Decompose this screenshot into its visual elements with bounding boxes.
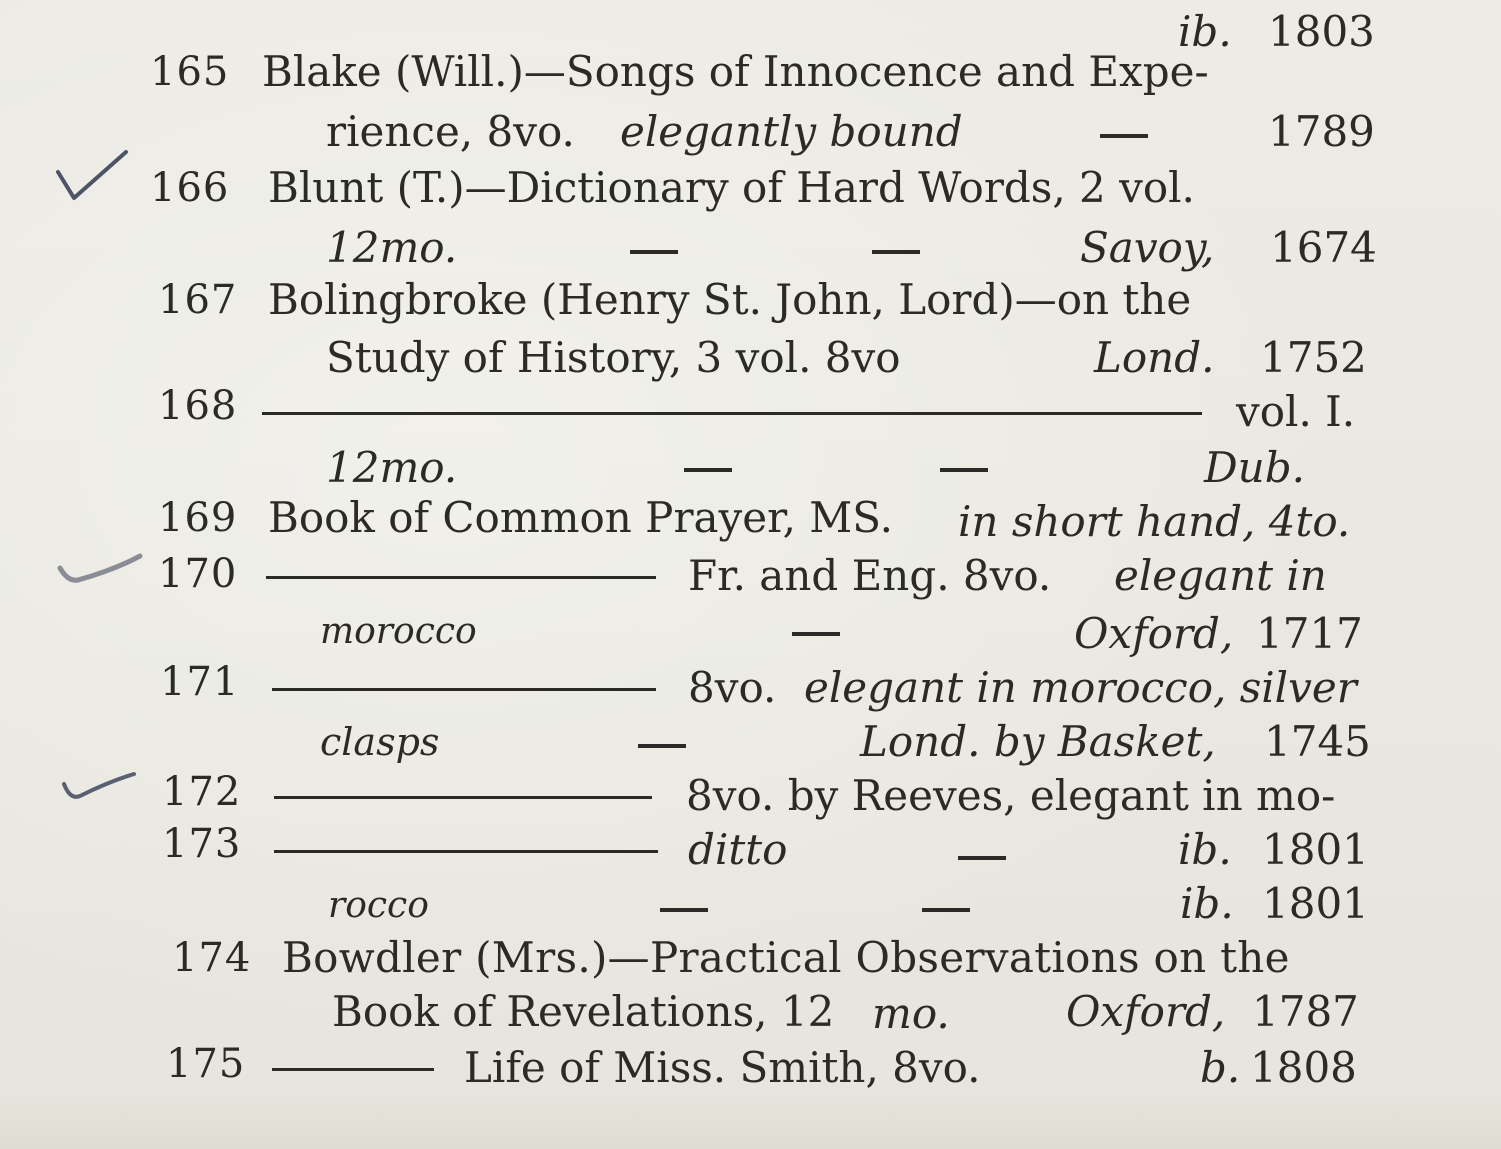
- entry-173-text: ditto: [688, 825, 788, 874]
- entry-166-place: Savoy,: [1080, 223, 1215, 272]
- dash: [872, 250, 920, 254]
- dash: [792, 632, 840, 636]
- checkmark-icon: [58, 770, 138, 810]
- lot-number-166: 166: [150, 165, 230, 211]
- entry-175-place: b.: [1200, 1043, 1241, 1092]
- entry-172-binding: rocco: [328, 885, 429, 926]
- lot-number-172: 172: [162, 769, 242, 815]
- checkmark-icon: [54, 552, 144, 592]
- page-bottom-shadow: [0, 1095, 1501, 1149]
- ditto-rule: [262, 412, 1202, 415]
- carry-place: ib.: [1178, 7, 1232, 56]
- entry-171-text: 8vo.: [688, 663, 777, 712]
- checkmark-icon: [52, 146, 132, 206]
- ditto-rule: [266, 576, 656, 579]
- entry-173-year: 1801: [1262, 825, 1369, 874]
- entry-174-line2: Book of Revelations, 12: [332, 987, 835, 1036]
- lot-number-165: 165: [150, 49, 230, 95]
- entry-172-year: 1801: [1262, 879, 1369, 928]
- dash: [684, 468, 732, 472]
- lot-number-171: 171: [160, 659, 240, 705]
- lot-number-168: 168: [158, 383, 238, 429]
- entry-170-text: Fr. and Eng. 8vo.: [688, 551, 1052, 600]
- entry-171-desc: elegant in morocco, silver: [804, 663, 1357, 712]
- entry-174-year: 1787: [1252, 987, 1359, 1036]
- entry-172-text: 8vo. by Reeves, elegant in mo-: [686, 771, 1336, 820]
- dash: [1100, 134, 1148, 138]
- entry-165-year: 1789: [1268, 107, 1375, 156]
- dash: [660, 908, 708, 912]
- entry-173-place: ib.: [1178, 825, 1232, 874]
- dash: [630, 250, 678, 254]
- entry-175-text: Life of Miss. Smith, 8vo.: [464, 1043, 981, 1092]
- lot-number-173: 173: [162, 821, 242, 867]
- entry-170-desc: elegant in: [1114, 551, 1327, 600]
- entry-174-format: mo.: [872, 989, 950, 1038]
- entry-165-line1: Blake (Will.)—Songs of Innocence and Expe-: [262, 47, 1209, 96]
- entry-174-place: Oxford,: [1066, 987, 1226, 1036]
- lot-number-169: 169: [158, 495, 238, 541]
- entry-166-line1: Blunt (T.)—Dictionary of Hard Words, 2 vol.: [268, 163, 1195, 212]
- entry-167-line2: Study of History, 3 vol. 8vo: [326, 333, 901, 382]
- ditto-rule: [272, 1068, 434, 1071]
- lot-number-170: 170: [158, 551, 238, 597]
- ditto-rule: [274, 850, 658, 853]
- dash: [922, 908, 970, 912]
- entry-166-format: 12mo.: [326, 223, 458, 272]
- entry-165-format: rience, 8vo.: [326, 107, 575, 156]
- entry-170-year: 1717: [1256, 609, 1363, 658]
- lot-number-167: 167: [158, 277, 238, 323]
- entry-168-tail: vol. I.: [1236, 387, 1356, 436]
- entry-167-year: 1752: [1260, 333, 1367, 382]
- entry-172-place: ib.: [1180, 879, 1234, 928]
- entry-168-place: Dub.: [1204, 443, 1305, 492]
- ditto-rule: [272, 688, 656, 691]
- entry-171-binding: clasps: [320, 720, 440, 764]
- entry-168-format: 12mo.: [326, 443, 458, 492]
- dash: [940, 468, 988, 472]
- entry-169-desc: in short hand, 4to.: [958, 497, 1351, 546]
- lot-number-174: 174: [172, 935, 252, 981]
- carry-year: 1803: [1268, 7, 1375, 56]
- dash: [958, 856, 1006, 860]
- entry-165-binding: elegantly bound: [620, 107, 963, 156]
- entry-171-year: 1745: [1264, 717, 1371, 766]
- ditto-rule: [274, 796, 652, 799]
- entry-171-place: Lond. by Basket,: [860, 717, 1216, 766]
- entry-170-place: Oxford,: [1074, 609, 1234, 658]
- entry-174-line1: Bowdler (Mrs.)—Practical Observations on the: [282, 933, 1290, 982]
- entry-175-year: 1808: [1250, 1043, 1357, 1092]
- entry-170-binding: morocco: [320, 611, 477, 652]
- entry-167-place: Lond.: [1094, 333, 1215, 382]
- lot-number-175: 175: [166, 1041, 246, 1087]
- dash: [638, 744, 686, 748]
- entry-169-title: Book of Common Prayer, MS.: [268, 493, 893, 542]
- entry-167-line1: Bolingbroke (Henry St. John, Lord)—on the: [268, 275, 1192, 324]
- entry-166-year: 1674: [1270, 223, 1377, 272]
